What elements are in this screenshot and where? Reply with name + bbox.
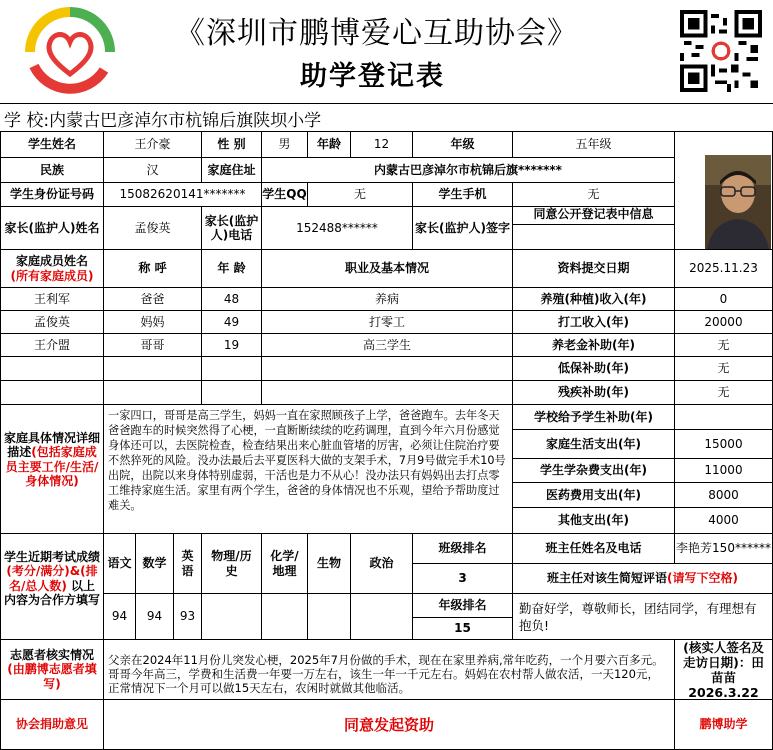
- exam-label-cell: [0, 534, 104, 640]
- grade-label: 年级: [413, 131, 513, 158]
- address-label: 家庭住址: [202, 158, 262, 183]
- member-age: 19: [202, 334, 262, 357]
- grade-value: 五年级: [513, 131, 675, 158]
- student-photo: [705, 155, 771, 249]
- verify-note: (由鹏博志愿者填写): [7, 662, 97, 691]
- subject-header: 物理/历史: [202, 534, 262, 594]
- teacher-value: 李艳芳150******: [675, 534, 773, 564]
- finance-label: 学生学杂费支出(年): [513, 459, 675, 483]
- verify-signer: (核实人签名及走访日期)：田苗苗2026.3.22: [675, 640, 773, 700]
- member-relation: 爸爸: [104, 288, 202, 311]
- finance-label: 打工收入(年): [513, 311, 675, 334]
- guardian-label: 家长(监护人)姓名: [0, 207, 104, 250]
- member-name: 王介盟: [0, 334, 104, 357]
- qq-label: 学生QQ: [262, 183, 308, 207]
- exam-label: 学生近期考试成绩: [4, 550, 101, 564]
- member-name-empty: [0, 381, 104, 405]
- family-members-note: (所有家庭成员): [10, 268, 94, 283]
- member-job: 打零工: [262, 311, 513, 334]
- ethnic-label: 民族: [0, 158, 104, 183]
- finance-value: 0: [675, 288, 773, 311]
- finance-value: 15000: [675, 430, 773, 459]
- finance-label: 医药费用支出(年): [513, 483, 675, 508]
- finance-value: 无: [675, 381, 773, 405]
- gender-label: 性 别: [202, 131, 262, 158]
- phone-value: 无: [513, 183, 675, 207]
- finance-label: 残疾补助(年): [513, 381, 675, 405]
- job-header: 职业及基本情况: [262, 250, 513, 288]
- member-relation: 妈妈: [104, 311, 202, 334]
- student-name-label: 学生姓名: [0, 131, 104, 158]
- exam-note: (考分/满分)&(排名/总人数): [6, 564, 98, 593]
- subject-header: 政治: [351, 534, 413, 594]
- brand-label: 鹏博助学: [675, 700, 773, 750]
- comment-label-cell: [513, 564, 773, 594]
- member-age-empty: [202, 357, 262, 381]
- consent-label: 同意公开登记表中信息: [513, 207, 675, 225]
- member-name: 孟俊英: [0, 311, 104, 334]
- subject-header: 英语: [174, 534, 202, 594]
- subject-score: [308, 594, 351, 640]
- opinion-label: 协会捐助意见: [0, 700, 104, 750]
- age-value: 12: [351, 131, 413, 158]
- finance-value: 20000: [675, 311, 773, 334]
- member-age: 48: [202, 288, 262, 311]
- member-name: 王利军: [0, 288, 104, 311]
- relation-header: 称 呼: [104, 250, 202, 288]
- comment-note: (请写下空格): [667, 571, 738, 586]
- finance-label: 养殖(种植)收入(年): [513, 288, 675, 311]
- class-rank-value: 3: [413, 564, 513, 594]
- situation-label-cell: [0, 405, 104, 534]
- subject-header: 语文: [104, 534, 136, 594]
- finance-label: 其他支出(年): [513, 508, 675, 534]
- teacher-label: 班主任姓名及电话: [513, 534, 675, 564]
- finance-label: 学校给予学生补助(年): [513, 405, 675, 430]
- subject-score: [202, 594, 262, 640]
- finance-label: 家庭生活支出(年): [513, 430, 675, 459]
- member-age-empty: [202, 381, 262, 405]
- subject-header: 生物: [308, 534, 351, 594]
- id-value: 15082620141*******: [104, 183, 262, 207]
- member-relation-empty: [104, 357, 202, 381]
- finance-value: 11000: [675, 459, 773, 483]
- finance-value: 无: [675, 357, 773, 381]
- finance-label: 养老金补助(年): [513, 334, 675, 357]
- member-relation-empty: [104, 381, 202, 405]
- guardian-phone-label: 家长(监护人)电话: [202, 207, 262, 250]
- family-age-header: 年 龄: [202, 250, 262, 288]
- subject-score: 93: [174, 594, 202, 640]
- school-name: 学 校:内蒙古巴彦淖尔市杭锦后旗陕坝小学: [4, 111, 322, 131]
- member-job: 养病: [262, 288, 513, 311]
- subject-score: [351, 594, 413, 640]
- qq-value: 无: [308, 183, 413, 207]
- family-members-label: 家庭成员姓名: [15, 254, 88, 269]
- subject-score: 94: [136, 594, 174, 640]
- member-name-empty: [0, 357, 104, 381]
- situation-label: 家庭具体情况详细描述: [4, 431, 101, 460]
- form-title: 《深圳市鹏博爱心互助协会》: [175, 16, 578, 51]
- finance-value: [675, 405, 773, 430]
- finance-value: 8000: [675, 483, 773, 508]
- family-members-header: [0, 250, 104, 288]
- exam-partner-note: 以上内容为合作方填写: [4, 578, 101, 608]
- consent-sign-cell[interactable]: [513, 225, 675, 250]
- opinion-value: 同意发起资助: [104, 700, 675, 750]
- verify-label: 志愿者核实情况: [9, 647, 94, 662]
- grade-rank-label: 年级排名: [413, 594, 513, 618]
- member-job: 高三学生: [262, 334, 513, 357]
- member-job-empty: [262, 357, 513, 381]
- subject-header: 化学/地理: [262, 534, 308, 594]
- member-age: 49: [202, 311, 262, 334]
- class-rank-label: 班级排名: [413, 534, 513, 564]
- id-label: 学生身份证号码: [0, 183, 104, 207]
- age-label: 年龄: [308, 131, 351, 158]
- student-name-value: 王介豪: [104, 131, 202, 158]
- finance-value: 4000: [675, 508, 773, 534]
- grade-rank-value: 15: [413, 618, 513, 640]
- verify-text: 父亲在2024年11月份儿突发心梗，2025年7月份做的手术，现在在家里养病,常年吃药，一个月要六百多元。哥哥今年高三，学费和生活费一年要一万左右，该生一年一千元左右。妈妈在农村帮人做农活，一天120元，正常情况下一个月可以做15天左右，农闲时就做其他临活。: [104, 640, 675, 700]
- teacher-comment: 勤奋好学，尊敬师长，团结同学，有理想有抱负!: [513, 594, 773, 640]
- finance-value: 无: [675, 334, 773, 357]
- subject-score: 94: [104, 594, 136, 640]
- submit-date-label: 资料提交日期: [513, 250, 675, 288]
- subject-header: 数学: [136, 534, 174, 594]
- verify-label-cell: [0, 640, 104, 700]
- ethnic-value: 汉: [104, 158, 202, 183]
- form-subtitle: 助学登记表: [300, 61, 445, 92]
- situation-text: 一家四口，哥哥是高三学生，妈妈一直在家照顾孩子上学，爸爸跑车。去年冬天爸爸跑车的时候突然得了心梗，一直断断续续的吃药调理，直到今年六月份感觉身体还可以，去医院检查，检查结果出来心脏血管堵的厉害，必须让住院治疗要不然猝死的风险。没办法最后去平夏医科大做的支架手术，7月9号做完手术10号出院，出院以来身体特别虚弱，干活也是力不从心！没办法只有妈妈出去打点零工维持家庭生活。家里有两个学生，爸爸的身体情况也不乐观，望给予帮助度过难关。: [104, 405, 513, 534]
- guardian-sign-label: 家长(监护人)签字: [413, 207, 513, 250]
- submit-date-value: 2025.11.23: [675, 250, 773, 288]
- phone-label: 学生手机: [413, 183, 513, 207]
- situation-note: (包括家庭成员主要工作/生活/身体情况): [5, 445, 99, 489]
- address-value: 内蒙古巴彦淖尔市杭锦后旗*******: [262, 158, 675, 183]
- gender-value: 男: [262, 131, 308, 158]
- member-relation: 哥哥: [104, 334, 202, 357]
- guardian-value: 孟俊英: [104, 207, 202, 250]
- member-job-empty: [262, 381, 513, 405]
- finance-label: 低保补助(年): [513, 357, 675, 381]
- comment-label: 班主任对该生简短评语: [547, 571, 668, 586]
- guardian-phone-value: 152488******: [262, 207, 413, 250]
- subject-score: [262, 594, 308, 640]
